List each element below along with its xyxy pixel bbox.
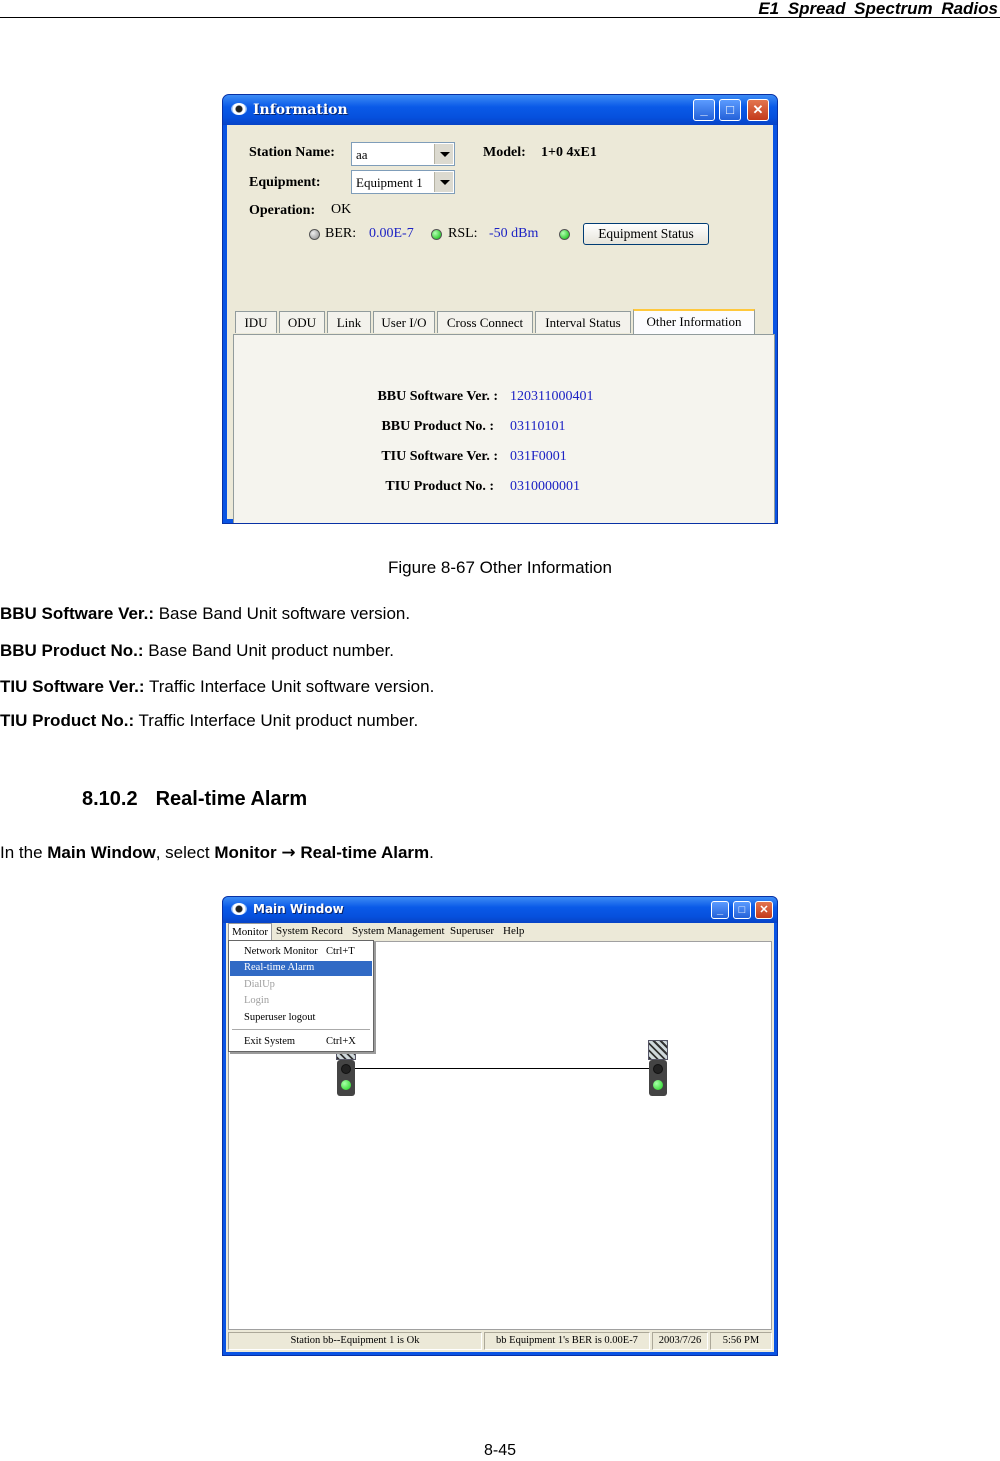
definition-term: BBU Software Ver.: — [0, 604, 154, 623]
main-window-title: Main Window — [253, 902, 344, 916]
station-name-select[interactable] — [351, 142, 455, 166]
status-bar — [226, 1330, 774, 1352]
instruction-bold: Real-time Alarm — [300, 843, 430, 862]
menu-separator — [232, 1029, 370, 1030]
status-station: Station bb--Equipment 1 is Ok — [228, 1332, 482, 1350]
instruction-bold: Main Window — [47, 843, 156, 862]
information-title: Information — [253, 102, 348, 118]
definition-text: Traffic Interface Unit software version. — [144, 677, 435, 696]
menu-item-label: Exit System — [244, 1036, 296, 1047]
menu-superuser[interactable]: Superuser — [450, 925, 494, 937]
tab-other-information[interactable]: Other Information — [633, 309, 755, 334]
definition-bbu-software — [0, 604, 410, 624]
model-value: 1+0 4xE1 — [541, 145, 597, 160]
equipment-status-button[interactable]: Equipment Status — [583, 223, 709, 245]
tab-idu[interactable]: IDU — [235, 311, 277, 333]
menu-item-dialup — [230, 978, 372, 993]
rsl-value: -50 dBm — [489, 226, 539, 241]
minimize-button[interactable]: _ — [693, 99, 715, 121]
bbu-software-value: 120311000401 — [510, 389, 594, 404]
page-header — [0, 0, 1000, 18]
station-link-line — [355, 1068, 659, 1069]
section-title: Real-time Alarm — [155, 788, 308, 810]
rsl-label: RSL: — [448, 226, 478, 241]
status-time: 5:56 PM — [710, 1332, 772, 1350]
tab-link[interactable]: Link — [327, 311, 371, 333]
definition-term: TIU Product No.: — [0, 711, 135, 730]
tiu-software-value: 031F0001 — [510, 449, 567, 464]
tab-interval-status[interactable]: Interval Status — [535, 311, 631, 333]
section-heading — [82, 788, 307, 811]
main-window-titlebar — [223, 897, 777, 923]
tiu-product-value: 0310000001 — [510, 479, 580, 494]
menu-item-network-monitor[interactable] — [230, 945, 372, 960]
equipment-status-icon — [559, 229, 570, 240]
ber-value: 0.00E-7 — [369, 226, 414, 241]
traffic-light-icon — [649, 1060, 667, 1096]
definition-text: Traffic Interface Unit product number. — [134, 711, 419, 730]
menu-item-login — [230, 994, 372, 1009]
menu-item-label: Real-time Alarm — [244, 962, 315, 973]
tiu-software-label: TIU Software Ver. : — [381, 449, 498, 464]
section-number: 8.10.2 — [82, 788, 138, 810]
tab-cross-connect[interactable]: Cross Connect — [437, 311, 533, 333]
monitor-dropdown-menu — [228, 940, 374, 1052]
menu-item-label: Network Monitor — [244, 946, 318, 957]
bbu-product-value: 03110101 — [510, 419, 566, 434]
menu-item-shortcut: Ctrl+T — [326, 946, 355, 957]
tab-user-io[interactable]: User I/O — [373, 311, 435, 333]
maximize-button[interactable]: □ — [719, 99, 741, 121]
menu-help[interactable]: Help — [503, 925, 525, 937]
ber-label: BER: — [325, 226, 357, 241]
menu-item-label: Login — [244, 995, 270, 1006]
menu-item-label: Superuser logout — [244, 1012, 316, 1023]
chevron-down-icon[interactable] — [434, 172, 453, 192]
information-body — [227, 125, 773, 519]
maximize-button[interactable]: □ — [733, 901, 751, 919]
menu-item-superuser-logout[interactable] — [230, 1011, 372, 1026]
tiu-product-label: TIU Product No. : — [385, 479, 494, 494]
bbu-software-label: BBU Software Ver. : — [377, 389, 498, 404]
operation-label: Operation: — [249, 203, 316, 218]
definition-bbu-product — [0, 641, 394, 661]
status-date: 2003/7/26 — [652, 1332, 708, 1350]
definition-tiu-product — [0, 711, 418, 731]
ber-status-icon — [309, 229, 320, 240]
document-title: E1 Spread Spectrum Radios — [758, 0, 998, 18]
definition-tiu-software — [0, 677, 434, 697]
close-button[interactable]: ✕ — [747, 99, 769, 121]
minimize-button[interactable]: _ — [711, 901, 729, 919]
model-label: Model: — [483, 145, 526, 160]
antenna-icon — [648, 1040, 668, 1060]
station-bb-icon[interactable] — [647, 1040, 669, 1096]
main-window-body — [226, 923, 774, 1352]
bbu-product-label: BBU Product No. : — [381, 419, 494, 434]
eye-icon — [231, 903, 247, 915]
definition-term: TIU Software Ver.: — [0, 677, 145, 696]
arrow-right-icon: → — [281, 843, 296, 863]
other-information-panel — [233, 334, 775, 524]
status-ber: bb Equipment 1's BER is 0.00E-7 — [484, 1332, 650, 1350]
menu-bar — [226, 923, 774, 941]
close-button[interactable]: ✕ — [755, 901, 773, 919]
page-number: 8-45 — [483, 1442, 517, 1459]
menu-item-label: DialUp — [244, 979, 275, 990]
menu-item-real-time-alarm[interactable] — [230, 961, 372, 976]
rsl-status-icon — [431, 229, 442, 240]
instruction-text: . — [429, 843, 434, 862]
instruction-paragraph — [0, 843, 434, 863]
figure-caption: Figure 8-67 Other Information — [388, 558, 612, 577]
equipment-select[interactable] — [351, 170, 455, 194]
definition-text: Base Band Unit software version. — [154, 604, 411, 623]
definition-text: Base Band Unit product number. — [143, 641, 394, 660]
information-window — [222, 94, 778, 524]
menu-item-shortcut: Ctrl+X — [326, 1036, 356, 1047]
menu-system-record[interactable]: System Record — [276, 925, 343, 937]
station-name-value: aa — [356, 147, 368, 162]
equipment-value: Equipment 1 — [356, 175, 423, 190]
information-titlebar — [223, 95, 777, 125]
instruction-bold: Monitor — [214, 843, 277, 862]
traffic-light-icon — [337, 1060, 355, 1096]
equipment-label: Equipment: — [249, 175, 321, 190]
instruction-text: In the — [0, 843, 48, 862]
menu-item-exit-system[interactable] — [230, 1035, 372, 1050]
eye-icon — [231, 103, 247, 115]
main-window — [222, 896, 778, 1356]
chevron-down-icon[interactable] — [434, 144, 453, 164]
tab-odu[interactable]: ODU — [279, 311, 325, 333]
instruction-text: , select — [155, 843, 215, 862]
operation-value: OK — [331, 202, 352, 217]
station-name-label: Station Name: — [249, 145, 335, 160]
definition-term: BBU Product No.: — [0, 641, 144, 660]
menu-monitor[interactable]: Monitor — [228, 923, 272, 941]
menu-system-management[interactable]: System Management — [352, 925, 445, 937]
